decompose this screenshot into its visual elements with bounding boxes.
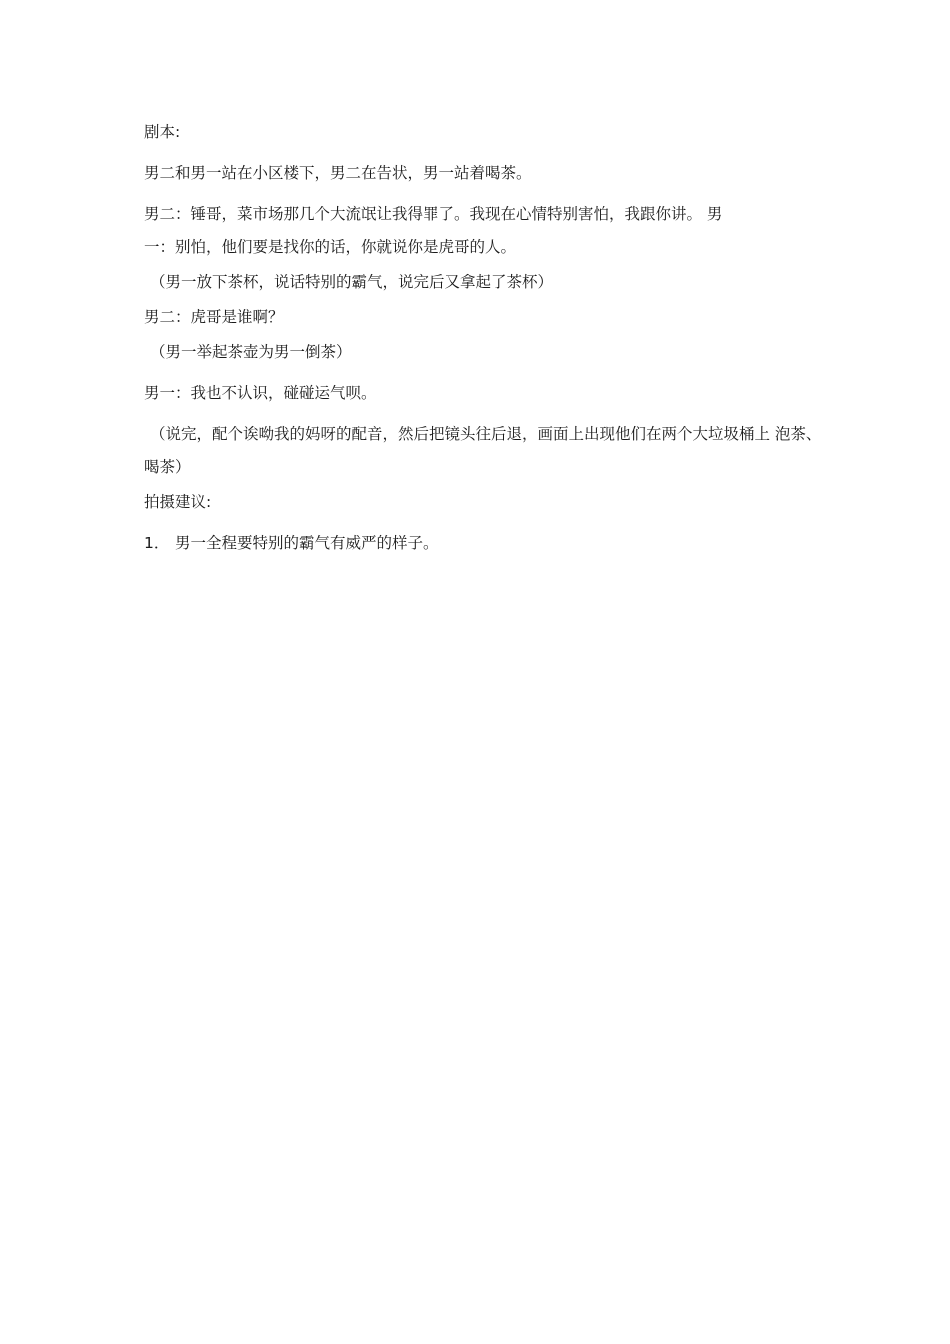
stage-direction-2: （男一举起茶壶为男一倒茶） — [150, 343, 352, 361]
advice-item-number: 1． — [144, 534, 170, 552]
scene-description: 男二和男一站在小区楼下，男二在告状，男一站着喝茶。 — [144, 164, 532, 182]
advice-heading: 拍摄建议: — [144, 493, 212, 511]
stage-direction-3a: （说完，配个诶呦我的妈呀的配音，然后把镜头往后退，画面上出现他们在两个大垃圾桶上 泡茶、 — [150, 425, 822, 443]
dialogue-line-1a: 男二：锤哥，菜市场那几个大流氓让我得罪了。我现在心情特别害怕，我跟你讲。 男 — [144, 205, 723, 223]
stage-direction-3b: 喝茶） — [144, 458, 191, 476]
dialogue-line-3: 男一：我也不认识，碰碰运气呗。 — [144, 384, 377, 402]
dialogue-line-1b: 一：别怕，他们要是找你的话，你就说你是虎哥的人。 — [144, 238, 517, 256]
document-body — [144, 122, 824, 553]
advice-item — [144, 533, 824, 553]
script-heading: 剧本: — [144, 123, 181, 141]
advice-item-text: 男一全程要特别的霸气有威严的样子。 — [175, 534, 439, 552]
stage-direction-1: （男一放下茶杯，说话特别的霸气，说完后又拿起了茶杯） — [150, 273, 554, 291]
dialogue-line-2: 男二：虎哥是谁啊？ — [144, 308, 284, 326]
